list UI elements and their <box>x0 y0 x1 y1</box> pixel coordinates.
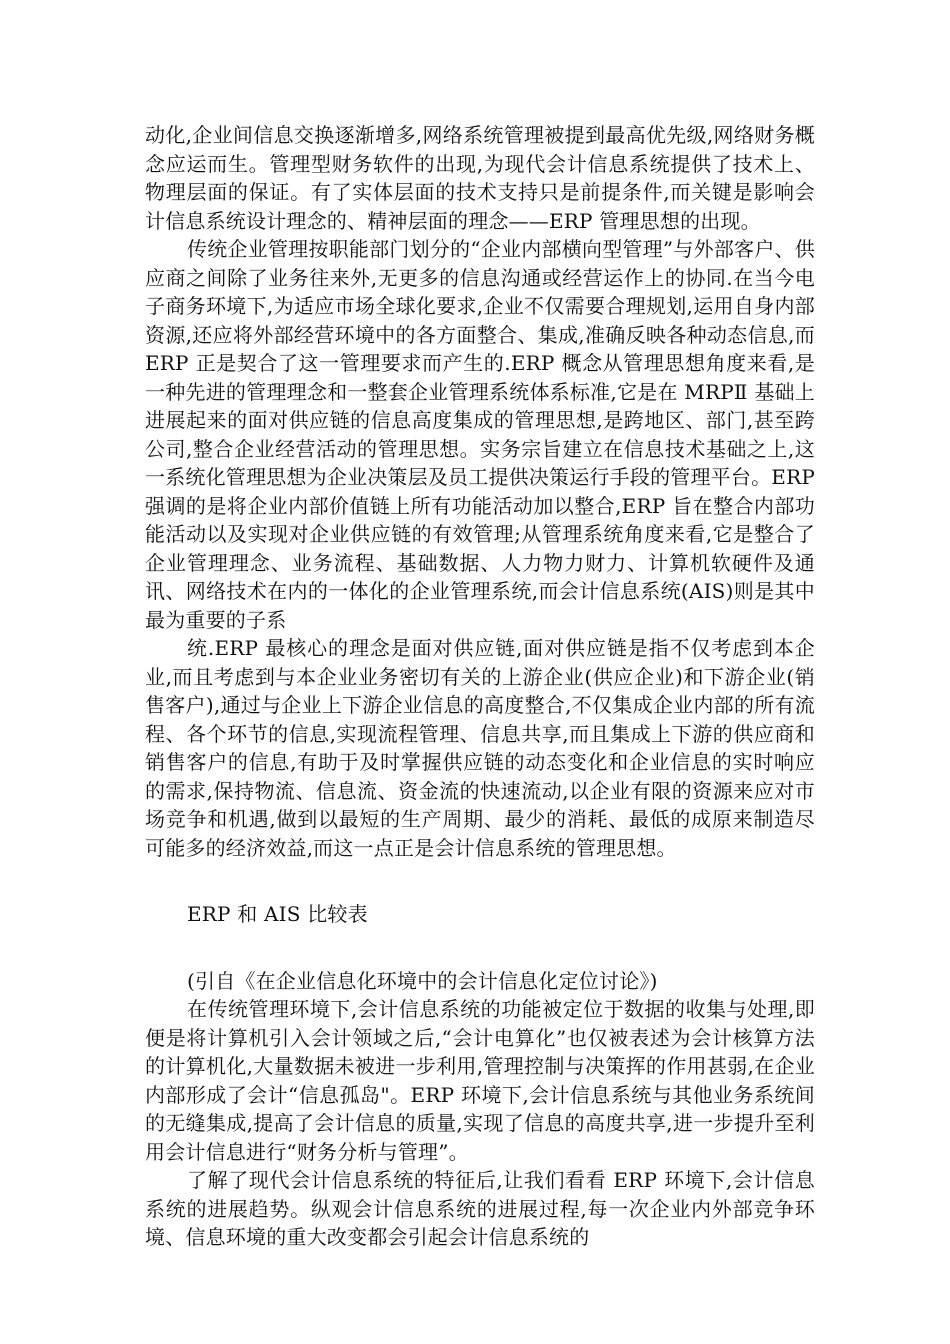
source-note: (引自《在企业信息化环境中的会计信息化定位讨论》) <box>187 968 658 993</box>
paragraph-network-finance: 动化,企业间信息交换逐渐增多,网络系统管理被提到最高优先级,网络财务概念应运而生。管理型财务软件的出现,为现代会计信息系统提供了技术上、物理层面的保证。有了实体层面的技术支持只是前提条件,而关键是影响会计信息系统设计理念的、精神层面的理念——ERP 管理思想的出现。 <box>145 123 815 233</box>
paragraph-traditional-ais: 在传统管理环境下,会计信息系统的功能被定位于数据的收集与处理,即便是将计算机引入会计领域之后,“会计电算化”也仅被表述为会计核算方法的计算机化,大量数据未被进一步利用,管理控制与决策挥的作用甚弱,在企业内部形成了会计“信息孤岛"。ERP 环境下,会计信息系统与其他业务系统间的无缝集成,提高了会计信息的质量,实现了信息的高度共享,进一步提升至利用会计信息进行“财务分析与管理”。 <box>145 997 815 1164</box>
paragraph-supply-chain: 统.ERP 最核心的理念是面对供应链,面对供应链是指不仅考虑到本企业,而且考虑到与本企业业务密切有关的上游企业(供应企业)和下游企业(销售客户),通过与企业上下游企业信息的高度整合,不仅集成企业内部的所有流程、各个环节的信息,实现流程管理、信息共享,而且集成上下游的供应商和销售客户的信息,有助于及时掌握供应链的动态变化和企业信息的实时响应的需求,保持物流、信息流、资金流的快速流动,以企业有限的资源来应对市场竞争和机遇,做到以最短的生产周期、最少的消耗、最低的成原来制造尽可能多的经济效益,而这一点正是会计信息系统的管理思想。 <box>145 636 815 860</box>
table-caption: ERP 和 AIS 比较表 <box>187 902 368 926</box>
paragraph-ais-trend: 了解了现代会计信息系统的特征后,让我们看看 ERP 环境下,会计信息系统的进展趋势。纵观会计信息系统的进展过程,每一次企业内外部竞争环境、信息环境的重大改变都会引起会计信息系统的 <box>145 1168 815 1249</box>
document-page <box>145 121 815 1252</box>
paragraph-erp-concept: 传统企业管理按职能部门划分的“企业内部横向型管理”与外部客户、供应商之间除了业务往来外,无更多的信息沟通或经营运作上的协同.在当今电子商务环境下,为适应市场全球化要求,企业不仅需要合理规划,运用自身内部资源,还应将外部经营环境中的各方面整合、集成,准确反映各种动态信息,而 ERP 正是契合了这一管理要求而产生的.ERP 概念从管理思想角度来看,是一种先进的管理理念和一整套企业管理系统体系标准,它是在 MRPⅡ 基础上进展起来的面对供应链的信息高度集成的管理思想,是跨地区、部门,甚至跨公司,整合企业经营活动的管理思想。实务宗旨建立在信息技术基础之上,这一系统化管理思想为企业决策层及员工提供决策运行手段的管理平台。ERP 强调的是将企业内部价值链上所有功能活动加以整合,ERP 旨在整合内部功能活动以及实现对企业供应链的有效管理;从管理系统角度来看,它是整合了企业管理理念、业务流程、基础数据、人力物力财力、计算机软硬件及通讯、网络技术在内的一体化的企业管理系统,而会计信息系统(AIS)则是其中最为重要的子系 <box>145 237 815 632</box>
